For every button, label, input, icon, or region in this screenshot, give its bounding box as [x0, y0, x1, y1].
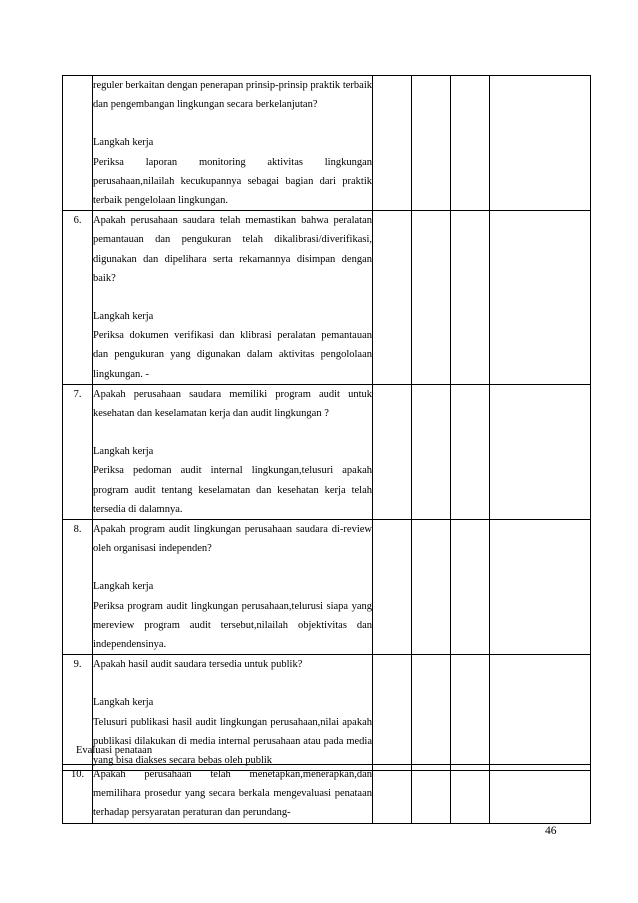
table-row: [63, 211, 591, 385]
question-cell: [93, 211, 373, 385]
step-text: Periksa dokumen verifikasi dan klibrasi peralatan pemantauan dan pengukuran yang digunakan dalam aktivitas pengololaan lingkungan. -: [93, 330, 372, 380]
answer-cell: [412, 211, 451, 385]
notes-cell: [490, 76, 591, 211]
answer-cell: [412, 765, 451, 824]
notes-cell: [490, 384, 591, 519]
answer-cell: [451, 765, 490, 824]
step-text: Telusuri publikasi hasil audit lingkungan perusahaan,nilai apakah publikasi dilakukan di media internal perusahaan atau pada media yang bisa diakses secara bebas oleh publik: [93, 716, 372, 767]
question-cell: [93, 520, 373, 655]
answer-cell: [412, 384, 451, 519]
answer-cell: [373, 520, 412, 655]
question-text: Apakah perusahaan saudara telah memastikan bahwa peralatan pemantauan dan pengukuran telah dikalibrasi/diverifikasi, digunakan dan dipelihara serta rekamannya disimpan dengan baik?: [93, 215, 372, 284]
row-number: 6.: [63, 211, 93, 385]
step-label: Langkah kerja: [93, 137, 154, 149]
question-text: Apakah perusahaan telah menetapkan,menerapkan,dan memilihara prosedur yang secara berkala mengevaluasi penataan terhadap persyaratan peraturan dan perundang-: [93, 769, 372, 819]
answer-cell: [451, 76, 490, 211]
step-text: Periksa laporan monitoring aktivitas lingkungan perusahaan,nilailah kecukupannya sebagai bagian dari praktik terbaik pengelolaan lingkungan.: [93, 156, 372, 207]
step-text: Periksa program audit lingkungan perusahaan,telurusi siapa yang mereview program audit tersebut,nilailah objektivitas dan independensinya.: [93, 600, 372, 651]
step-label: Langkah kerja: [93, 697, 154, 709]
notes-cell: [490, 765, 591, 824]
row-number: [63, 76, 93, 211]
row-number: 10.: [63, 765, 93, 824]
page-number: 46: [545, 825, 557, 837]
answer-cell: [451, 211, 490, 385]
question-cell: [93, 76, 373, 211]
step-label: Langkah kerja: [93, 581, 154, 593]
answer-cell: [451, 655, 490, 771]
step-text: Periksa pedoman audit internal lingkungan,telusuri apakah program audit tentang keselamatan dan kesehatan kerja telah tersedia di dalamnya.: [93, 465, 372, 515]
answer-cell: [412, 76, 451, 211]
table-row: [63, 384, 591, 519]
answer-cell: [373, 211, 412, 385]
table-row: [63, 76, 591, 211]
question-text: reguler berkaitan dengan penerapan prinsip-prinsip praktik terbaik dan pengembangan lingkungan secara berkelanjutan?: [93, 80, 372, 111]
table-row: [63, 520, 591, 655]
answer-cell: [451, 520, 490, 655]
answer-cell: [373, 765, 412, 824]
question-text: Apakah perusahaan saudara memiliki program audit untuk kesehatan dan keselamatan kerja dan audit lingkungan ?: [93, 388, 372, 420]
step-label: Langkah kerja: [93, 311, 154, 323]
notes-cell: [490, 211, 591, 385]
question-cell: [93, 765, 373, 824]
table-row: [63, 765, 591, 824]
answer-cell: [451, 384, 490, 519]
answer-cell: [412, 520, 451, 655]
question-cell: [93, 384, 373, 519]
row-number: 7.: [63, 384, 93, 519]
row-number: 8.: [63, 520, 93, 655]
question-text: Apakah hasil audit saudara tersedia untuk publik?: [93, 659, 303, 671]
audit-checklist-table: [62, 75, 591, 771]
answer-cell: [373, 655, 412, 771]
step-label: Langkah kerja: [93, 446, 154, 458]
section-heading: Evaluasi penataan: [76, 745, 153, 756]
answer-cell: [373, 76, 412, 211]
answer-cell: [412, 655, 451, 771]
question-text: Apakah program audit lingkungan perusahaan saudara di-review oleh organisasi independen?: [93, 524, 372, 555]
notes-cell: [490, 655, 591, 771]
notes-cell: [490, 520, 591, 655]
evaluation-table: [62, 764, 591, 824]
answer-cell: [373, 384, 412, 519]
row-number: 9.: [63, 655, 93, 771]
